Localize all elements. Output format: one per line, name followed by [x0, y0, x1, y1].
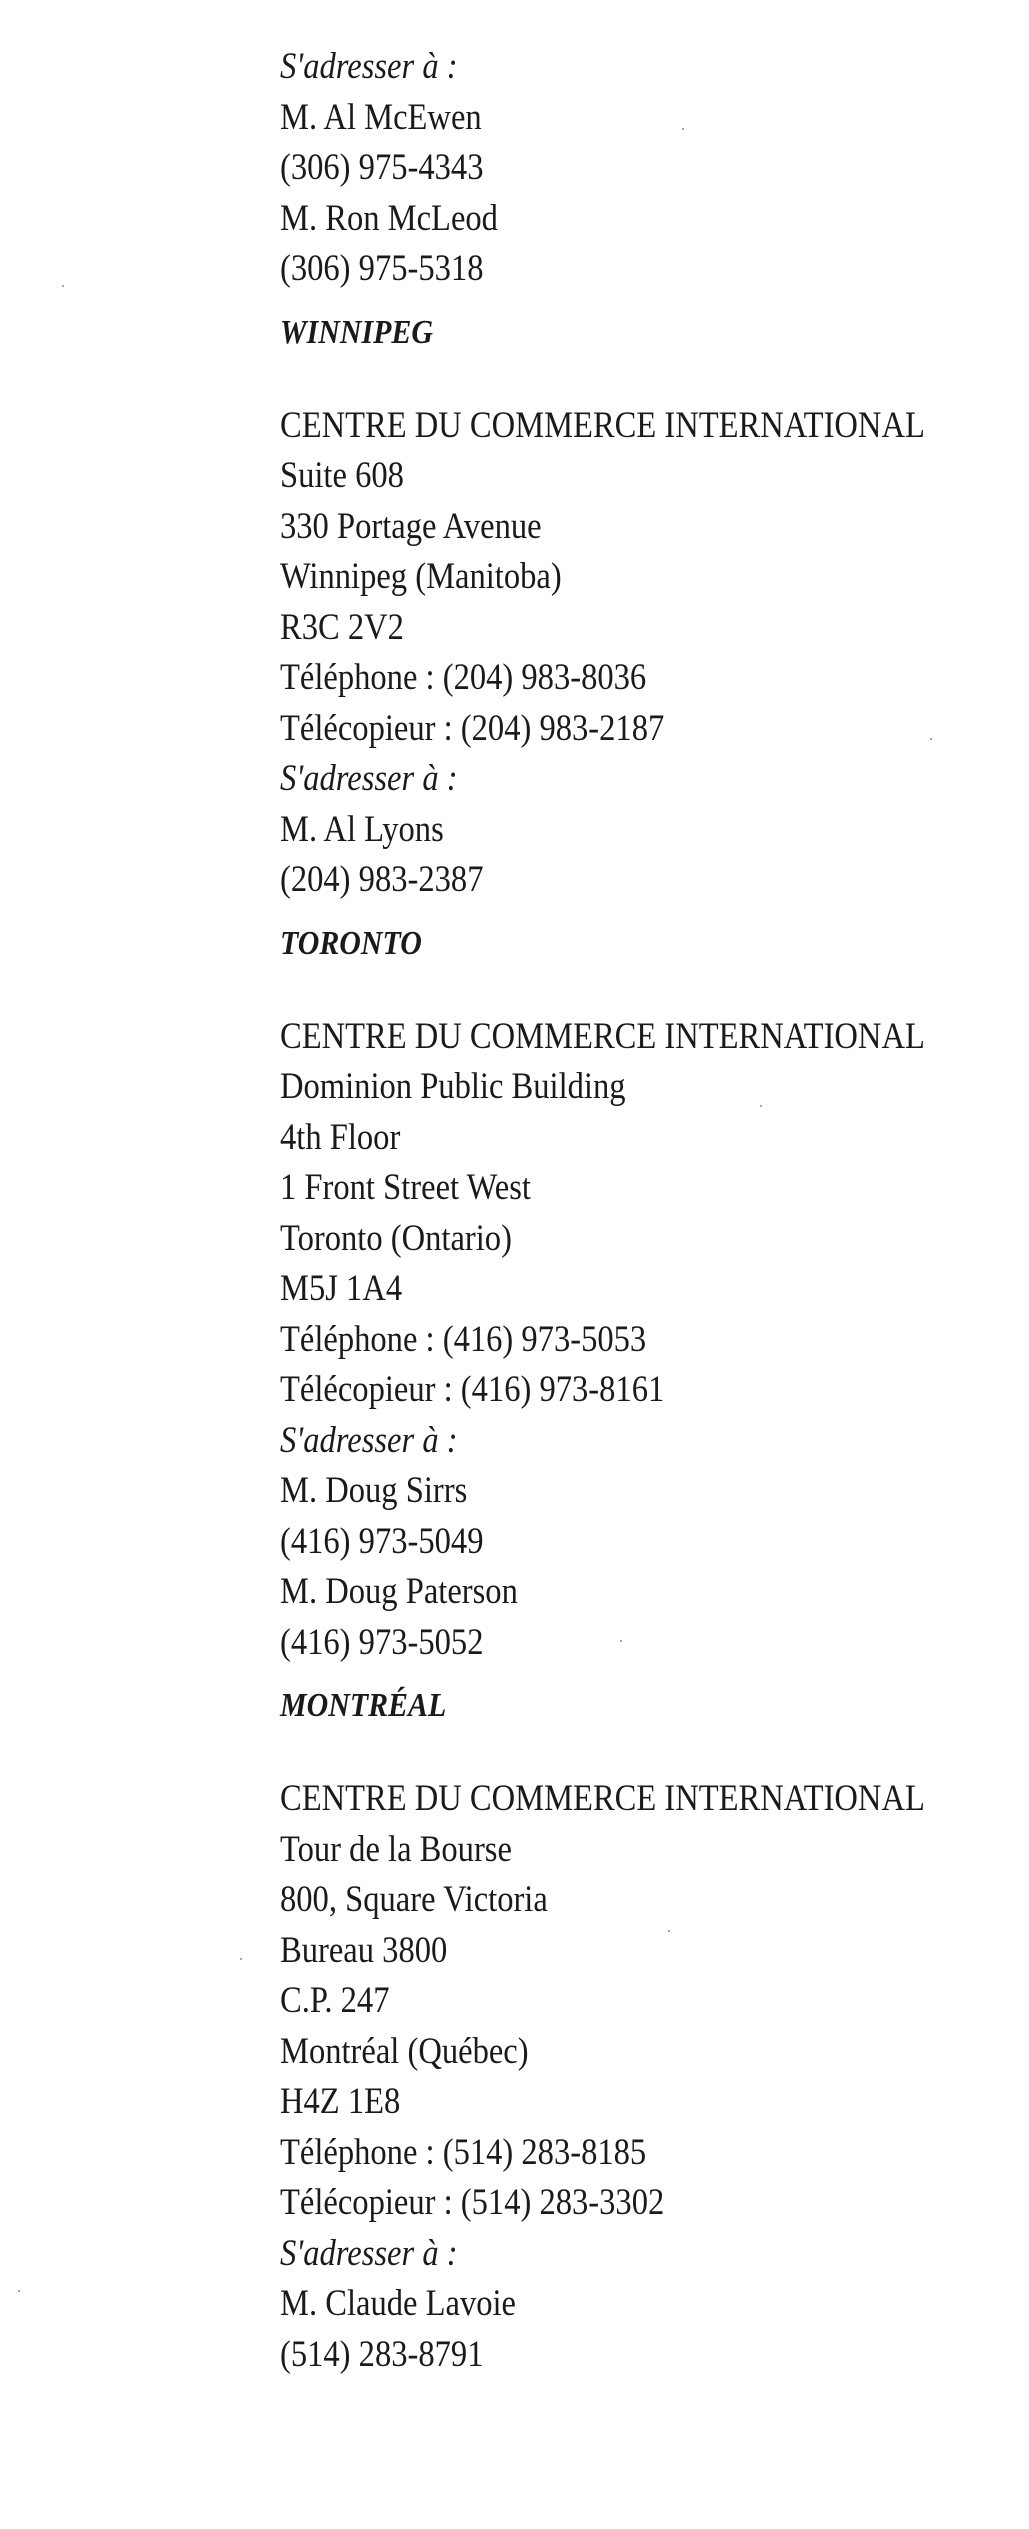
scan-speck: [18, 2290, 20, 2292]
postal-code: H4Z 1E8: [280, 2081, 401, 2122]
contact-phone: (416) 973-5049: [280, 1520, 484, 1562]
address-line: 4th Floor: [280, 1116, 401, 1158]
fax: Télécopieur : (416) 973-8161: [280, 1369, 665, 1410]
scan-speck: [930, 738, 932, 740]
address-line: Tour de la Bourse: [280, 1828, 512, 1870]
postal-code: M5J 1A4: [280, 1268, 403, 1309]
contact-heading: S'adresser à :: [280, 46, 458, 87]
address-line: 330 Portage Avenue: [280, 505, 542, 547]
telephone: Téléphone : (416) 973-5053: [280, 1318, 647, 1360]
contact-heading: S'adresser à :: [280, 1419, 458, 1461]
scan-speck: [620, 1640, 622, 1642]
city-heading: TORONTO: [280, 924, 422, 962]
address-line: 1 Front Street West: [280, 1167, 531, 1208]
scan-speck: [668, 1930, 670, 1932]
address-line: Bureau 3800: [280, 1929, 448, 1971]
postal-code: R3C 2V2: [280, 606, 404, 648]
contact-phone: (204) 983-2387: [280, 859, 484, 900]
contact-phone: (306) 975-5318: [280, 248, 484, 289]
address-line: Dominion Public Building: [280, 1066, 626, 1107]
fax: Télécopieur : (204) 983-2187: [280, 707, 665, 749]
telephone: Téléphone : (514) 283-8185: [280, 2131, 647, 2173]
scan-speck: [682, 128, 684, 130]
address-line: C.P. 247: [280, 1980, 390, 2021]
city-heading: WINNIPEG: [280, 313, 433, 351]
contact-name: M. Al Lyons: [280, 808, 444, 850]
scan-speck: [760, 1105, 762, 1107]
contact-heading: S'adresser à :: [280, 758, 458, 799]
contact-name: M. Ron McLeod: [280, 197, 498, 239]
office-name: CENTRE DU COMMERCE INTERNATIONAL: [280, 404, 925, 446]
address-line: 800, Square Victoria: [280, 1879, 548, 1920]
office-name: CENTRE DU COMMERCE INTERNATIONAL: [280, 1778, 925, 1819]
address-line: Toronto (Ontario): [280, 1217, 512, 1259]
city-heading: MONTRÉAL: [280, 1687, 447, 1724]
telephone: Téléphone : (204) 983-8036: [280, 657, 647, 698]
address-line: Montréal (Québec): [280, 2030, 529, 2072]
contact-phone: (514) 283-8791: [280, 2333, 484, 2375]
contact-heading: S'adresser à :: [280, 2232, 458, 2274]
address-line: Winnipeg (Manitoba): [280, 556, 562, 597]
scan-speck: [240, 1958, 242, 1960]
city-section-toronto: [280, 914, 925, 1669]
address-column: [280, 42, 925, 2384]
top-contact-block: [280, 42, 914, 295]
contact-name: M. Claude Lavoie: [280, 2283, 517, 2324]
scan-speck: [62, 285, 64, 287]
fax: Télécopieur : (514) 283-3302: [280, 2182, 665, 2223]
contact-name: M. Doug Paterson: [280, 1571, 518, 1612]
contact-phone: (416) 973-5052: [280, 1621, 484, 1663]
office-name: CENTRE DU COMMERCE INTERNATIONAL: [280, 1015, 925, 1057]
city-section-winnipeg: [280, 303, 925, 906]
contact-name: M. Doug Sirrs: [280, 1470, 468, 1511]
contact-name: M. Al McEwen: [280, 96, 482, 138]
address-line: Suite 608: [280, 455, 404, 496]
contact-phone: (306) 975-4343: [280, 147, 484, 188]
city-section-montreal: [280, 1676, 925, 2380]
